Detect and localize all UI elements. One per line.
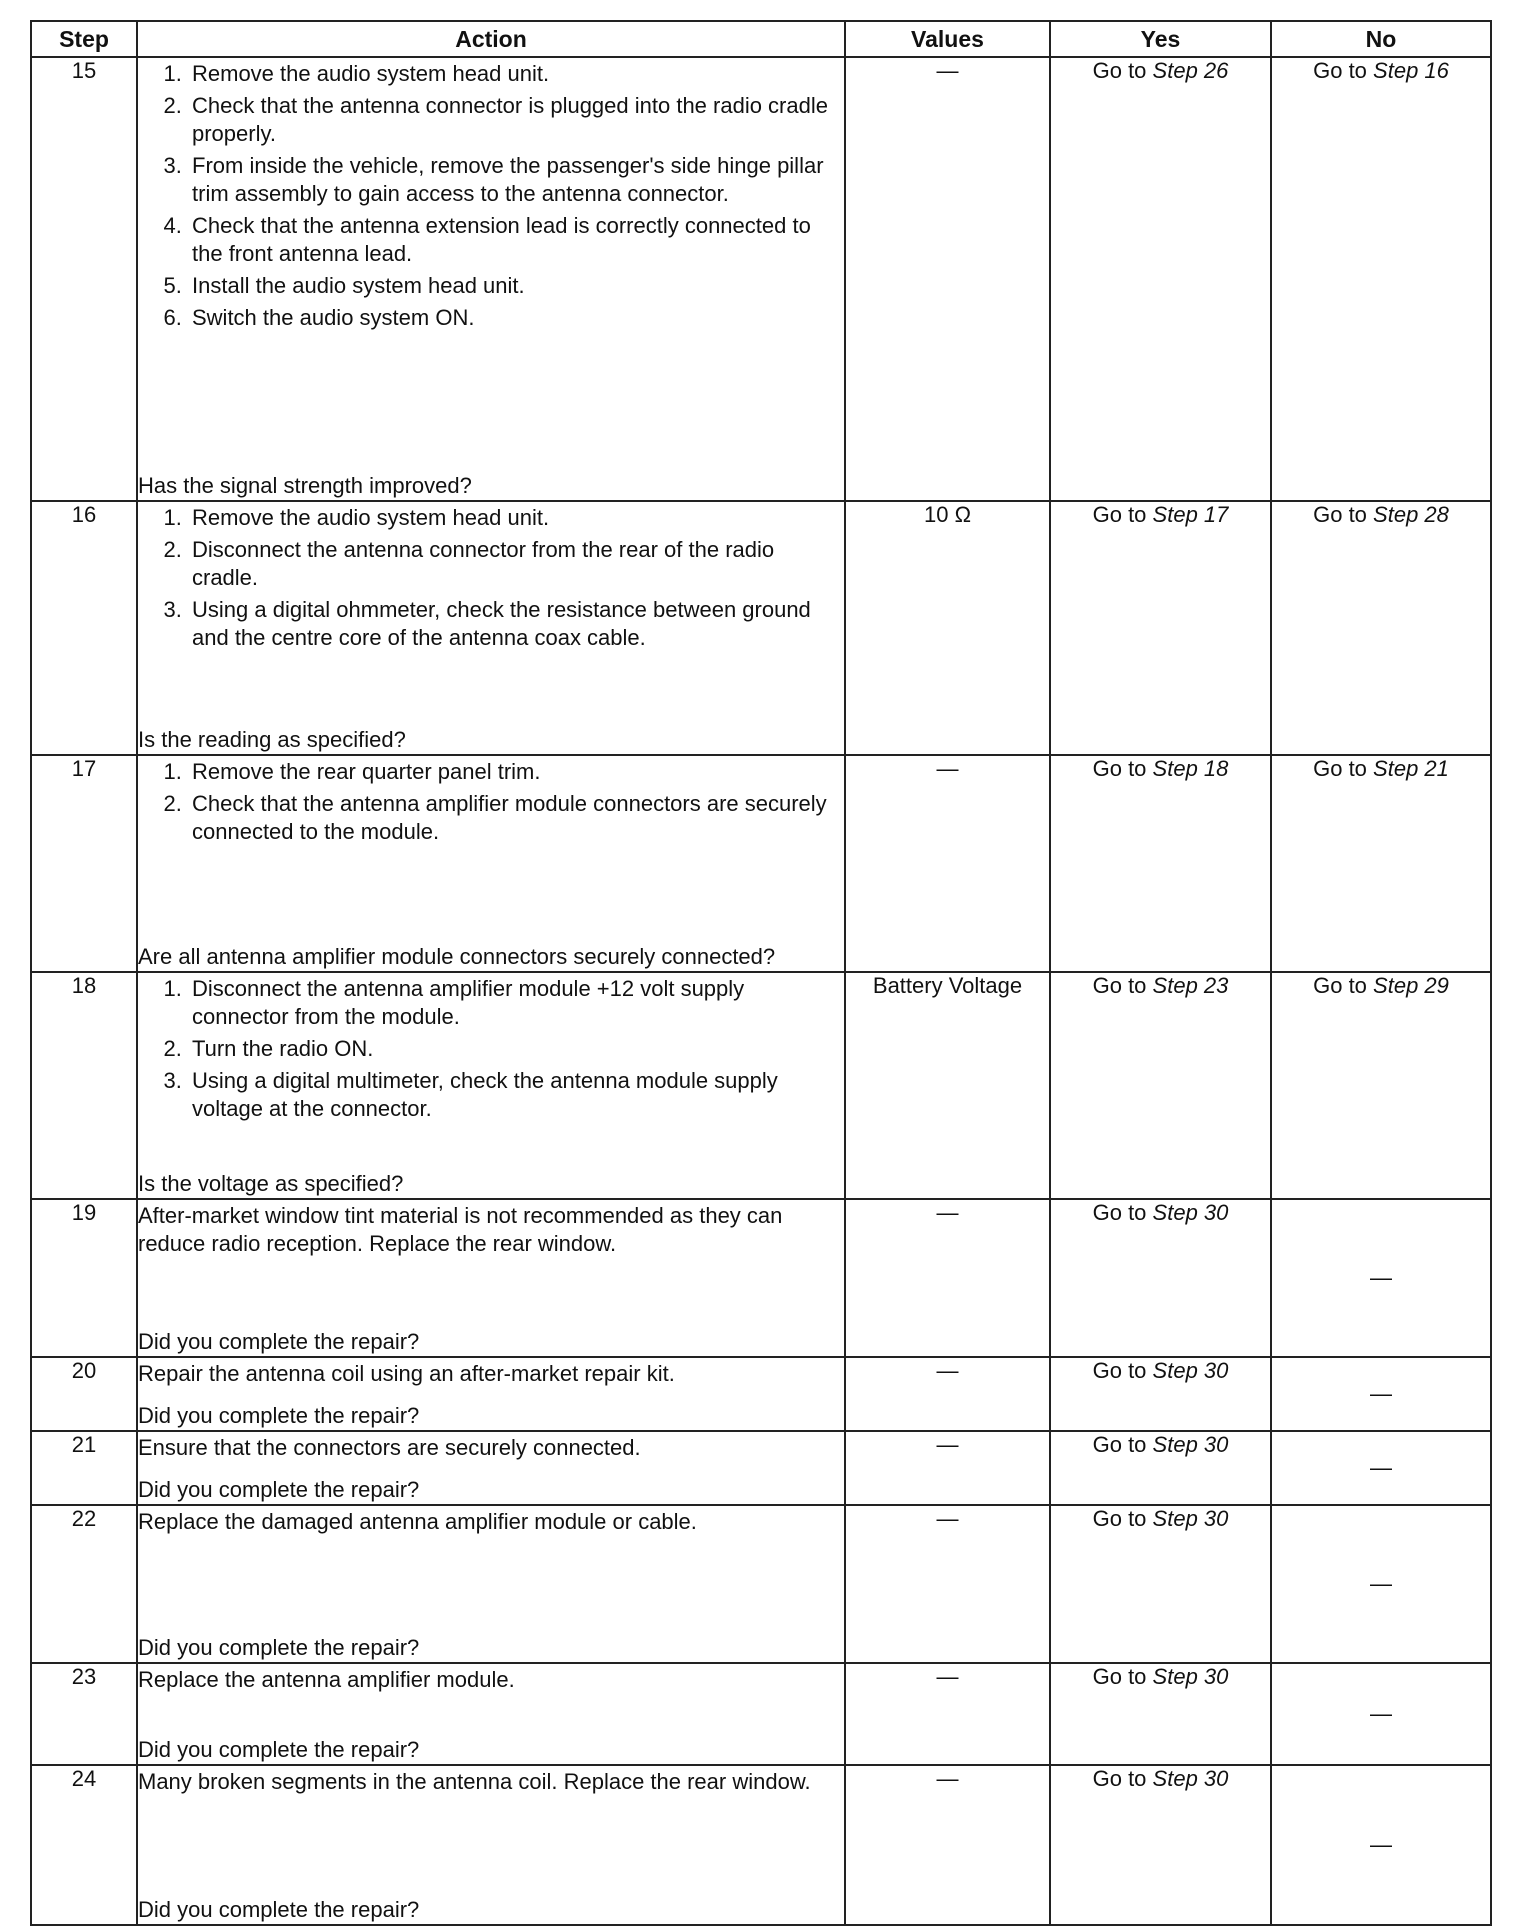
yes-goto-label: Go to bbox=[1092, 1506, 1147, 1531]
action-step: 1. Remove the audio system head unit. bbox=[188, 504, 844, 532]
no-cell bbox=[1271, 1431, 1491, 1505]
value-cell bbox=[845, 972, 1050, 1199]
action-question: Did you complete the repair? bbox=[138, 1737, 420, 1762]
action-body bbox=[138, 502, 844, 656]
action-steps bbox=[138, 758, 844, 846]
action-question: Did you complete the repair? bbox=[138, 1897, 420, 1922]
action-cell bbox=[137, 1431, 845, 1505]
action-step: 2. Check that the antenna amplifier module connectors are securely connected to the module. bbox=[188, 790, 844, 846]
action-text: Many broken segments in the antenna coil. Replace the rear window. bbox=[138, 1769, 811, 1794]
action-question: Is the voltage as specified? bbox=[138, 1171, 404, 1196]
action-step: 1. Remove the audio system head unit. bbox=[188, 60, 844, 88]
yes-goto-label: Go to bbox=[1092, 973, 1147, 998]
yes-goto-label: Go to bbox=[1092, 502, 1147, 527]
action-content bbox=[138, 1358, 844, 1430]
action-cell bbox=[137, 1765, 845, 1925]
action-body bbox=[138, 1358, 844, 1388]
table-row bbox=[31, 1663, 1491, 1765]
yes-cell bbox=[1050, 1663, 1271, 1765]
header-values: Values bbox=[845, 21, 1050, 57]
action-cell bbox=[137, 1663, 845, 1765]
yes-goto-step: Step 30 bbox=[1152, 1432, 1229, 1457]
value-text: — bbox=[936, 1664, 959, 1689]
yes-goto-step: Step 30 bbox=[1152, 1200, 1229, 1225]
value-cell bbox=[845, 1431, 1050, 1505]
yes-goto-step: Step 30 bbox=[1152, 1664, 1229, 1689]
value-text: Battery Voltage bbox=[872, 973, 1023, 998]
table-row bbox=[31, 1199, 1491, 1357]
value-cell bbox=[845, 501, 1050, 755]
action-content bbox=[138, 58, 844, 500]
no-cell bbox=[1271, 501, 1491, 755]
action-step: 3. Using a digital ohmmeter, check the resistance between ground and the centre core of the antenna coax cable. bbox=[188, 596, 844, 652]
action-body bbox=[138, 1432, 844, 1462]
action-content bbox=[138, 502, 844, 754]
no-goto-label: Go to bbox=[1313, 502, 1367, 527]
value-cell bbox=[845, 1663, 1050, 1765]
step-number: 15 bbox=[31, 57, 137, 501]
yes-cell bbox=[1050, 1431, 1271, 1505]
action-body bbox=[138, 756, 844, 850]
step-number: 22 bbox=[31, 1505, 137, 1663]
action-steps bbox=[138, 975, 844, 1123]
no-cell bbox=[1271, 57, 1491, 501]
yes-goto-label: Go to bbox=[1092, 1432, 1147, 1457]
action-content bbox=[138, 1506, 844, 1662]
table-row bbox=[31, 501, 1491, 755]
value-text: — bbox=[936, 1766, 959, 1791]
action-body bbox=[138, 58, 844, 336]
yes-goto-label: Go to bbox=[1092, 756, 1147, 781]
table-row bbox=[31, 972, 1491, 1199]
no-cell bbox=[1271, 1199, 1491, 1357]
table-row bbox=[31, 1431, 1491, 1505]
action-step: 3. Using a digital multimeter, check the antenna module supply voltage at the connector. bbox=[188, 1067, 844, 1123]
action-body bbox=[138, 973, 844, 1127]
no-cell bbox=[1271, 1663, 1491, 1765]
action-cell bbox=[137, 1199, 845, 1357]
action-cell bbox=[137, 501, 845, 755]
action-content bbox=[138, 973, 844, 1198]
no-cell bbox=[1271, 972, 1491, 1199]
header-no: No bbox=[1271, 21, 1491, 57]
action-question: Did you complete the repair? bbox=[138, 1329, 420, 1354]
value-text: — bbox=[936, 756, 959, 781]
action-cell bbox=[137, 57, 845, 501]
yes-goto-step: Step 30 bbox=[1152, 1358, 1229, 1383]
action-cell bbox=[137, 755, 845, 972]
no-dash: — bbox=[1370, 1455, 1392, 1480]
action-step: 2. Turn the radio ON. bbox=[188, 1035, 844, 1063]
yes-cell bbox=[1050, 755, 1271, 972]
step-number: 21 bbox=[31, 1431, 137, 1505]
action-content bbox=[138, 756, 844, 971]
no-cell bbox=[1271, 1505, 1491, 1663]
value-cell bbox=[845, 57, 1050, 501]
no-dash: — bbox=[1370, 1571, 1392, 1596]
yes-goto-label: Go to bbox=[1092, 1664, 1147, 1689]
table-row bbox=[31, 1357, 1491, 1431]
yes-goto-step: Step 23 bbox=[1152, 973, 1229, 998]
action-step: 5. Install the audio system head unit. bbox=[188, 272, 844, 300]
action-step: 1. Disconnect the antenna amplifier module +12 volt supply connector from the module. bbox=[188, 975, 844, 1031]
header-row bbox=[31, 21, 1491, 57]
action-cell bbox=[137, 1357, 845, 1431]
action-body bbox=[138, 1664, 844, 1694]
yes-cell bbox=[1050, 57, 1271, 501]
step-number: 16 bbox=[31, 501, 137, 755]
no-cell bbox=[1271, 755, 1491, 972]
no-goto-step: Step 21 bbox=[1373, 756, 1449, 781]
no-dash: — bbox=[1370, 1265, 1392, 1290]
value-text: — bbox=[936, 1506, 959, 1531]
table-row bbox=[31, 1505, 1491, 1663]
step-number: 17 bbox=[31, 755, 137, 972]
no-goto-step: Step 16 bbox=[1373, 58, 1449, 83]
action-question: Did you complete the repair? bbox=[138, 1477, 420, 1502]
action-steps bbox=[138, 60, 844, 332]
action-content bbox=[138, 1766, 844, 1924]
table-row bbox=[31, 755, 1491, 972]
yes-goto-label: Go to bbox=[1092, 1766, 1147, 1791]
action-body bbox=[138, 1200, 844, 1258]
step-number: 24 bbox=[31, 1765, 137, 1925]
no-dash: — bbox=[1370, 1701, 1392, 1726]
action-step: 6. Switch the audio system ON. bbox=[188, 304, 844, 332]
value-cell bbox=[845, 1199, 1050, 1357]
yes-cell bbox=[1050, 1765, 1271, 1925]
table-row bbox=[31, 1765, 1491, 1925]
header-action: Action bbox=[137, 21, 845, 57]
no-goto-label: Go to bbox=[1313, 756, 1367, 781]
action-content bbox=[138, 1432, 844, 1504]
header-step: Step bbox=[31, 21, 137, 57]
value-text: — bbox=[936, 1432, 959, 1457]
step-number: 19 bbox=[31, 1199, 137, 1357]
action-text: Replace the damaged antenna amplifier module or cable. bbox=[138, 1509, 697, 1534]
action-steps bbox=[138, 504, 844, 652]
no-goto-step: Step 28 bbox=[1373, 502, 1449, 527]
no-dash: — bbox=[1370, 1381, 1392, 1406]
yes-cell bbox=[1050, 1357, 1271, 1431]
action-question: Did you complete the repair? bbox=[138, 1635, 420, 1660]
action-step: 2. Disconnect the antenna connector from the rear of the radio cradle. bbox=[188, 536, 844, 592]
step-number: 18 bbox=[31, 972, 137, 1199]
yes-goto-step: Step 18 bbox=[1152, 756, 1229, 781]
value-text: — bbox=[936, 58, 959, 83]
no-goto-label: Go to bbox=[1313, 973, 1367, 998]
yes-goto-label: Go to bbox=[1092, 1200, 1147, 1225]
action-question: Are all antenna amplifier module connectors securely connected? bbox=[138, 944, 776, 969]
yes-goto-step: Step 17 bbox=[1152, 502, 1229, 527]
action-body bbox=[138, 1766, 844, 1796]
action-question: Did you complete the repair? bbox=[138, 1403, 420, 1428]
no-dash: — bbox=[1370, 1832, 1392, 1857]
action-text: Replace the antenna amplifier module. bbox=[138, 1667, 515, 1692]
value-text: — bbox=[936, 1358, 959, 1383]
action-step: 2. Check that the antenna connector is plugged into the radio cradle properly. bbox=[188, 92, 844, 148]
yes-goto-step: Step 26 bbox=[1152, 58, 1229, 83]
yes-cell bbox=[1050, 972, 1271, 1199]
action-body bbox=[138, 1506, 844, 1536]
diagnostic-table bbox=[30, 20, 1492, 1926]
action-text: Ensure that the connectors are securely connected. bbox=[138, 1435, 641, 1460]
no-cell bbox=[1271, 1765, 1491, 1925]
action-step: 1. Remove the rear quarter panel trim. bbox=[188, 758, 844, 786]
yes-cell bbox=[1050, 1199, 1271, 1357]
action-text: After-market window tint material is not recommended as they can reduce radio reception. Replace the rear window. bbox=[138, 1203, 783, 1256]
action-question: Has the signal strength improved? bbox=[138, 473, 472, 498]
action-question: Is the reading as specified? bbox=[138, 727, 406, 752]
no-goto-label: Go to bbox=[1313, 58, 1367, 83]
value-cell bbox=[845, 1357, 1050, 1431]
value-cell bbox=[845, 1765, 1050, 1925]
action-step: 3. From inside the vehicle, remove the passenger's side hinge pillar trim assembly to gain access to the antenna connector. bbox=[188, 152, 844, 208]
yes-cell bbox=[1050, 501, 1271, 755]
action-cell bbox=[137, 1505, 845, 1663]
action-step: 4. Check that the antenna extension lead is correctly connected to the front antenna lead. bbox=[188, 212, 844, 268]
value-cell bbox=[845, 755, 1050, 972]
value-cell bbox=[845, 1505, 1050, 1663]
table-row bbox=[31, 57, 1491, 501]
yes-goto-label: Go to bbox=[1092, 1358, 1147, 1383]
action-cell bbox=[137, 972, 845, 1199]
step-number: 20 bbox=[31, 1357, 137, 1431]
no-cell bbox=[1271, 1357, 1491, 1431]
action-text: Repair the antenna coil using an after-market repair kit. bbox=[138, 1361, 675, 1386]
action-content bbox=[138, 1664, 844, 1764]
yes-cell bbox=[1050, 1505, 1271, 1663]
yes-goto-step: Step 30 bbox=[1152, 1766, 1229, 1791]
no-goto-step: Step 29 bbox=[1373, 973, 1449, 998]
yes-goto-step: Step 30 bbox=[1152, 1506, 1229, 1531]
header-yes: Yes bbox=[1050, 21, 1271, 57]
step-number: 23 bbox=[31, 1663, 137, 1765]
yes-goto-label: Go to bbox=[1092, 58, 1147, 83]
value-text: — bbox=[936, 1200, 959, 1225]
value-text: 10 Ω bbox=[923, 502, 972, 527]
action-content bbox=[138, 1200, 844, 1356]
